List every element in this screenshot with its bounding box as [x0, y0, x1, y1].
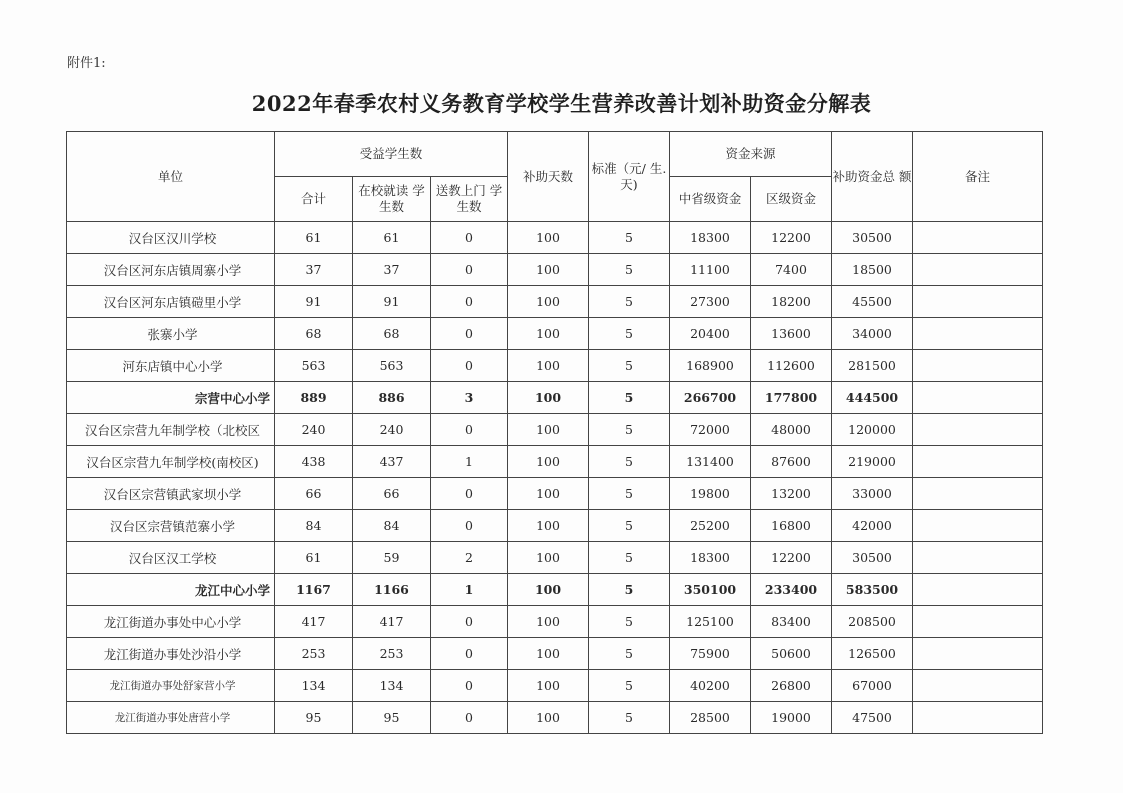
funds-cell: 583500 [832, 574, 913, 606]
onsite-cell: 563 [353, 350, 431, 382]
unit-cell: 汉台区宗营九年制学校(南校区) [67, 446, 275, 478]
onsite-cell: 61 [353, 222, 431, 254]
central-cell: 19800 [670, 478, 751, 510]
unit-cell: 汉台区宗营镇范寨小学 [67, 510, 275, 542]
total-cell: 240 [275, 414, 353, 446]
funds-cell: 120000 [832, 414, 913, 446]
district-cell: 16800 [751, 510, 832, 542]
table-row [67, 350, 1043, 382]
district-cell: 26800 [751, 670, 832, 702]
home-cell: 2 [431, 542, 508, 574]
standard-cell: 5 [589, 222, 670, 254]
days-cell: 100 [508, 638, 589, 670]
onsite-cell: 37 [353, 254, 431, 286]
total-cell: 61 [275, 222, 353, 254]
header-unit: 单位 [67, 132, 275, 222]
remarks-cell [913, 670, 1043, 702]
total-cell: 438 [275, 446, 353, 478]
table-row [67, 382, 1043, 414]
standard-cell: 5 [589, 286, 670, 318]
funds-cell: 34000 [832, 318, 913, 350]
standard-cell: 5 [589, 414, 670, 446]
total-cell: 253 [275, 638, 353, 670]
remarks-cell [913, 414, 1043, 446]
header-standard: 标准（元/ 生. 天) [589, 132, 670, 222]
district-cell: 13200 [751, 478, 832, 510]
table-row [67, 254, 1043, 286]
unit-cell: 张寨小学 [67, 318, 275, 350]
central-cell: 266700 [670, 382, 751, 414]
unit-cell: 龙江街道办事处沙沿小学 [67, 638, 275, 670]
days-cell: 100 [508, 574, 589, 606]
unit-cell: 龙江街道办事处唐营小学 [67, 702, 275, 734]
table-row [67, 670, 1043, 702]
central-cell: 72000 [670, 414, 751, 446]
district-cell: 83400 [751, 606, 832, 638]
days-cell: 100 [508, 446, 589, 478]
table-row [67, 446, 1043, 478]
days-cell: 100 [508, 542, 589, 574]
table-row [67, 510, 1043, 542]
remarks-cell [913, 478, 1043, 510]
table-row [67, 222, 1043, 254]
home-cell: 0 [431, 350, 508, 382]
total-cell: 134 [275, 670, 353, 702]
home-cell: 0 [431, 478, 508, 510]
total-cell: 66 [275, 478, 353, 510]
header-central-provincial: 中省级资金 [670, 177, 751, 222]
unit-cell: 汉台区河东店镇磑里小学 [67, 286, 275, 318]
remarks-cell [913, 382, 1043, 414]
central-cell: 18300 [670, 222, 751, 254]
central-cell: 75900 [670, 638, 751, 670]
attachment-label: 附件1: [67, 56, 106, 71]
standard-cell: 5 [589, 350, 670, 382]
funds-cell: 126500 [832, 638, 913, 670]
district-cell: 13600 [751, 318, 832, 350]
funds-cell: 67000 [832, 670, 913, 702]
district-cell: 87600 [751, 446, 832, 478]
standard-cell: 5 [589, 254, 670, 286]
standard-cell: 5 [589, 702, 670, 734]
central-cell: 40200 [670, 670, 751, 702]
district-cell: 7400 [751, 254, 832, 286]
onsite-cell: 240 [353, 414, 431, 446]
home-cell: 0 [431, 318, 508, 350]
funds-cell: 30500 [832, 542, 913, 574]
central-cell: 25200 [670, 510, 751, 542]
header-days: 补助天数 [508, 132, 589, 222]
unit-cell: 河东店镇中心小学 [67, 350, 275, 382]
central-cell: 27300 [670, 286, 751, 318]
remarks-cell [913, 318, 1043, 350]
district-cell: 12200 [751, 222, 832, 254]
header-total-funds: 补助资金总 额 [832, 132, 913, 222]
remarks-cell [913, 510, 1043, 542]
total-cell: 68 [275, 318, 353, 350]
central-cell: 18300 [670, 542, 751, 574]
remarks-cell [913, 222, 1043, 254]
central-cell: 125100 [670, 606, 751, 638]
days-cell: 100 [508, 254, 589, 286]
unit-cell: 汉台区汉川学校 [67, 222, 275, 254]
onsite-cell: 95 [353, 702, 431, 734]
onsite-cell: 134 [353, 670, 431, 702]
home-cell: 0 [431, 510, 508, 542]
remarks-cell [913, 702, 1043, 734]
central-cell: 131400 [670, 446, 751, 478]
total-cell: 417 [275, 606, 353, 638]
district-cell: 177800 [751, 382, 832, 414]
standard-cell: 5 [589, 446, 670, 478]
header-beneficiaries: 受益学生数 [275, 132, 508, 177]
central-cell: 20400 [670, 318, 751, 350]
remarks-cell [913, 350, 1043, 382]
funds-cell: 30500 [832, 222, 913, 254]
standard-cell: 5 [589, 606, 670, 638]
home-cell: 0 [431, 638, 508, 670]
total-cell: 1167 [275, 574, 353, 606]
onsite-cell: 91 [353, 286, 431, 318]
total-cell: 37 [275, 254, 353, 286]
onsite-cell: 66 [353, 478, 431, 510]
district-cell: 18200 [751, 286, 832, 318]
header-home: 送教上门 学生数 [431, 177, 508, 222]
remarks-cell [913, 638, 1043, 670]
unit-cell: 汉台区宗营镇武家坝小学 [67, 478, 275, 510]
district-cell: 12200 [751, 542, 832, 574]
district-cell: 50600 [751, 638, 832, 670]
table-row [67, 702, 1043, 734]
home-cell: 0 [431, 222, 508, 254]
standard-cell: 5 [589, 670, 670, 702]
table-row [67, 542, 1043, 574]
district-cell: 19000 [751, 702, 832, 734]
home-cell: 1 [431, 574, 508, 606]
district-cell: 233400 [751, 574, 832, 606]
funds-cell: 45500 [832, 286, 913, 318]
central-cell: 11100 [670, 254, 751, 286]
funds-cell: 281500 [832, 350, 913, 382]
days-cell: 100 [508, 350, 589, 382]
unit-cell: 龙江街道办事处舒家营小学 [67, 670, 275, 702]
header-remarks: 备注 [913, 132, 1043, 222]
days-cell: 100 [508, 702, 589, 734]
standard-cell: 5 [589, 510, 670, 542]
unit-cell: 龙江中心小学 [67, 574, 275, 606]
days-cell: 100 [508, 510, 589, 542]
remarks-cell [913, 446, 1043, 478]
remarks-cell [913, 286, 1043, 318]
unit-cell: 汉台区河东店镇周寨小学 [67, 254, 275, 286]
funds-cell: 18500 [832, 254, 913, 286]
total-cell: 61 [275, 542, 353, 574]
days-cell: 100 [508, 606, 589, 638]
district-cell: 112600 [751, 350, 832, 382]
table-row [67, 286, 1043, 318]
standard-cell: 5 [589, 318, 670, 350]
central-cell: 28500 [670, 702, 751, 734]
total-cell: 889 [275, 382, 353, 414]
table-row [67, 478, 1043, 510]
home-cell: 3 [431, 382, 508, 414]
header-total: 合计 [275, 177, 353, 222]
days-cell: 100 [508, 670, 589, 702]
home-cell: 1 [431, 446, 508, 478]
total-cell: 563 [275, 350, 353, 382]
page-title: 2022年春季农村义务教育学校学生营养改善计划补助资金分解表 [251, 91, 872, 116]
unit-cell: 汉台区宗营九年制学校（北校区 [67, 414, 275, 446]
funds-cell: 33000 [832, 478, 913, 510]
funds-cell: 444500 [832, 382, 913, 414]
days-cell: 100 [508, 382, 589, 414]
standard-cell: 5 [589, 574, 670, 606]
unit-cell: 龙江街道办事处中心小学 [67, 606, 275, 638]
onsite-cell: 886 [353, 382, 431, 414]
table-row [67, 606, 1043, 638]
remarks-cell [913, 542, 1043, 574]
onsite-cell: 59 [353, 542, 431, 574]
days-cell: 100 [508, 286, 589, 318]
standard-cell: 5 [589, 478, 670, 510]
total-cell: 84 [275, 510, 353, 542]
funds-cell: 208500 [832, 606, 913, 638]
header-district: 区级资金 [751, 177, 832, 222]
onsite-cell: 417 [353, 606, 431, 638]
header-funding-source: 资金来源 [670, 132, 832, 177]
remarks-cell [913, 574, 1043, 606]
table-row [67, 574, 1043, 606]
standard-cell: 5 [589, 542, 670, 574]
onsite-cell: 437 [353, 446, 431, 478]
total-cell: 91 [275, 286, 353, 318]
unit-cell: 宗营中心小学 [67, 382, 275, 414]
onsite-cell: 84 [353, 510, 431, 542]
central-cell: 168900 [670, 350, 751, 382]
funds-cell: 219000 [832, 446, 913, 478]
subsidy-table [66, 131, 1043, 734]
remarks-cell [913, 254, 1043, 286]
header-onsite: 在校就读 学生数 [353, 177, 431, 222]
unit-cell: 汉台区汉工学校 [67, 542, 275, 574]
days-cell: 100 [508, 318, 589, 350]
remarks-cell [913, 606, 1043, 638]
funds-cell: 42000 [832, 510, 913, 542]
home-cell: 0 [431, 670, 508, 702]
days-cell: 100 [508, 478, 589, 510]
standard-cell: 5 [589, 382, 670, 414]
funds-cell: 47500 [832, 702, 913, 734]
onsite-cell: 253 [353, 638, 431, 670]
onsite-cell: 68 [353, 318, 431, 350]
total-cell: 95 [275, 702, 353, 734]
table-row [67, 414, 1043, 446]
days-cell: 100 [508, 414, 589, 446]
home-cell: 0 [431, 286, 508, 318]
home-cell: 0 [431, 702, 508, 734]
home-cell: 0 [431, 414, 508, 446]
table-row [67, 638, 1043, 670]
days-cell: 100 [508, 222, 589, 254]
onsite-cell: 1166 [353, 574, 431, 606]
central-cell: 350100 [670, 574, 751, 606]
home-cell: 0 [431, 254, 508, 286]
home-cell: 0 [431, 606, 508, 638]
standard-cell: 5 [589, 638, 670, 670]
district-cell: 48000 [751, 414, 832, 446]
table-row [67, 318, 1043, 350]
